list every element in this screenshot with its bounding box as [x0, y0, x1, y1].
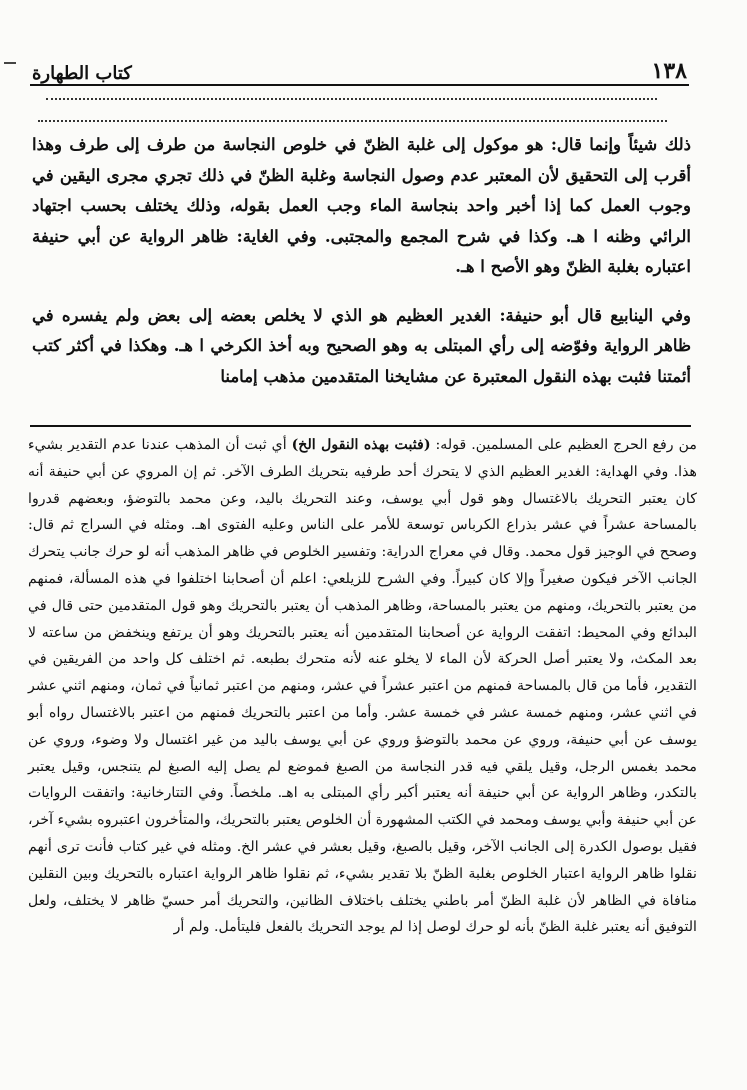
page-header — [32, 50, 687, 84]
commentary-intro: من رفع الحرج العظيم على المسلمين. قوله: — [435, 437, 697, 453]
main-paragraph: ذلك شيئاً وإنما قال: هو موكول إلى غلبة الظنّ في خلوص النجاسة من طرف إلى طرف وهذا أقرب إلى التحقيق لأن المعتبر عدم وصول النجاسة وغلبة الظنّ في ذلك تجري مجرى اليقين في وجوب العمل كما إذا أخبر واحد بنجاسة الماء وجب العمل بقوله، وذلك يختلف بحسب اجتهاد الرائي وظنه ا هـ. وكذا في شرح المجمع والمجتبى. وفي الغاية: ظاهر الرواية عن أبي حنيفة اعتباره بغلبة الظنّ وهو الأصح ا هـ. — [32, 135, 692, 276]
page-number: ١٣٨ — [651, 58, 687, 84]
main-text — [32, 130, 691, 392]
book-title: كتاب الطهارة — [32, 63, 132, 84]
dotted-divider — [38, 120, 667, 122]
main-paragraph: وفي الينابيع قال أبو حنيفة: الغدير العظيم هو الذي لا يخلص بعضه إلى بعض ولم يفسره في ظاهر الرواية وفوّضه إلى رأي المبتلى به وهو الصحيح وبه أخذ الكرخي ا هـ. وهكذا في أكثر كتب أئمتنا فثبت بهذه النقول المعتبرة عن مشايخنا المتقدمين مذهب إمامنا — [32, 305, 691, 386]
commentary-quote: (فثبت بهذه النقول الخ) — [291, 437, 431, 453]
section-divider — [30, 425, 691, 427]
margin-mark — [4, 62, 16, 64]
commentary-text — [28, 432, 697, 941]
header-rule — [30, 84, 689, 86]
dotted-divider — [46, 98, 657, 100]
commentary-body: أي ثبت أن المذهب عندنا عدم التقدير بشيء هذا. وفي الهداية: الغدير العظيم الذي لا يتحرك أحد طرفيه بتحريك الطرف الآخر. ثم إن المروي عن أبي حنيفة أنه كان يعتبر التحريك بالاغتسال وهو قول أبي يوسف، وعند التحريك باليد، وعن محمد بالتوضؤ، وبعضهم قدروا بالمساحة عشراً في عشر بذراع الكرباس توسعة للأمر على الناس وعليه الفتوى اهـ. ومثله في السراج ثم قال: وصحح في الوجيز قول محمد. وقال في معراج الدراية: وتفسير الخلوص في ظاهر المذهب أنه لو حرك جانب يتحرك الجانب الآخر فيكون صغيراً وإلا كان كبيراً. وفي الشرح للزيلعي: اعلم أن أصحابنا اختلفوا في هذه المسألة، فمنهم من يعتبر بالتحريك، ومنهم من يعتبر بالمساحة، وظاهر المذهب أن يعتبر بالتحريك وهو قول المتقدمين حتى قال في البدائع وفي المحيط: اتفقت الرواية عن أصحابنا المتقدمين أنه يعتبر بالتحريك وهو أن يرتفع وينخفض من ساعته لا بعد المكث، ولا يعتبر أصل الحركة لأن الماء لا يخلو عنه لأنه متحرك بطبعه. ثم اختلف كل واحد من الفريقين في التقدير، فأما من قال بالمساحة فمنهم من اعتبر عشراً في عشر، ومنهم من اعتبر ثمانياً في ثمان، ومنهم اثني عشر في اثني عشر، ومنهم خمسة عشر في خمسة عشر. وأما من اعتبر بالتحريك فمنهم من اعتبر بالاغتسال رواه أبو يوسف عن أبي حنيفة، وروي عن محمد بالتوضؤ وروي عن أبي يوسف باليد من غير اغتسال ولا وضوء، وروي عن محمد بغمس الرجل، وقيل يلقي فيه قدر النجاسة من الصبغ فموضع لم يصل إليه الصبغ لم يتنجس، وقيل يعتبر بالتكدر، وظاهر الرواية عن أبي حنيفة أنه يعتبر أكبر رأي المبتلى به اهـ. ملخصاً. وفي التتارخانية: واتفقت الروايات عن أبي حنيفة وأبي يوسف ومحمد في الكتب المشهورة أن الخلوص يعتبر بالتحريك، والمتأخرون اعتبروه بشيء آخر، فقيل بوصول الكدرة إلى الجانب الآخر، وقيل بالصبغ، وقيل بعشر في عشر الخ. ومثله في غير كتاب فأنت ترى أنهم نقلوا ظاهر الرواية اعتبار الخلوص بغلبة الظنّ بلا تقدير بشيء، ثم نقلوا ظاهر الرواية اعتباره بالتحريك وبين النقلين منافاة في الظاهر لأن غلبة الظنّ أمر باطني يختلف باختلاف الظانين، والتحريك أمر حسيّ ظاهر لا يختلف، ولعل التوفيق أنه يعتبر غلبة الظنّ بأنه لو حرك لوصل إذا لم يوجد التحريك بالفعل فليتأمل. ولم أر — [28, 437, 697, 936]
commentary-paragraph — [28, 432, 697, 941]
